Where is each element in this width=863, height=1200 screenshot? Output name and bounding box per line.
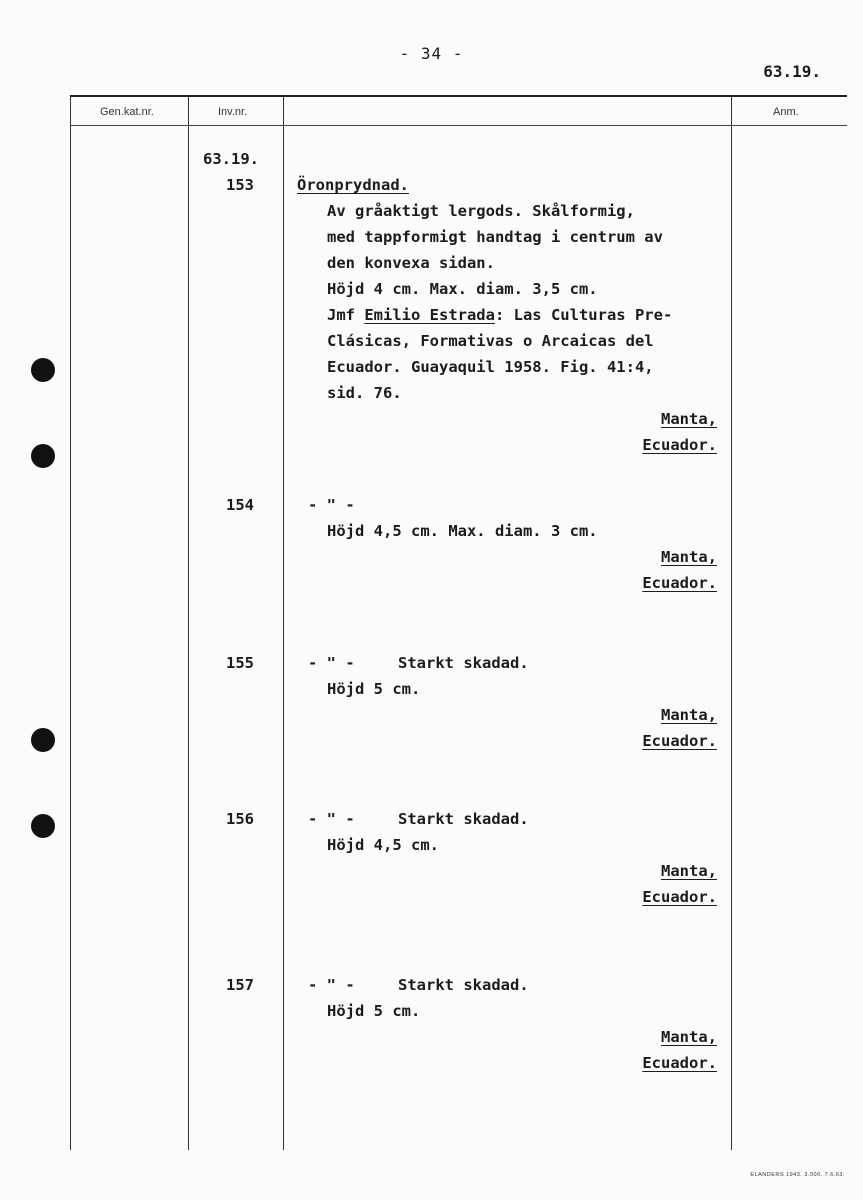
column-header-inv: Inv.nr.	[218, 106, 248, 118]
locality: Manta,	[661, 706, 717, 724]
binder-hole	[31, 728, 55, 752]
gen-kat-column-divider	[188, 96, 189, 1150]
dimensions-line: Höjd 5 cm.	[327, 680, 421, 698]
binder-hole	[31, 358, 55, 382]
entry-number: 155	[226, 654, 254, 672]
column-header-anm: Anm.	[773, 106, 799, 118]
condition-note: Starkt skadad.	[398, 810, 529, 828]
ditto-mark: - " -	[308, 976, 355, 994]
left-border	[70, 96, 71, 1150]
country: Ecuador.	[642, 1054, 717, 1072]
entry-number: 156	[226, 810, 254, 828]
locality: Manta,	[661, 1028, 717, 1046]
reference-line: sid. 76.	[327, 384, 402, 402]
country: Ecuador.	[642, 436, 717, 454]
condition-note: Starkt skadad.	[398, 654, 529, 672]
printer-imprint: ELANDERS 1943. 3.000. 7.6.63.	[750, 1172, 845, 1178]
description-line: Av gråaktigt lergods. Skålformig,	[327, 202, 635, 220]
description-line: den konvexa sidan.	[327, 254, 495, 272]
page-number: - 34 -	[399, 44, 464, 63]
locality: Manta,	[661, 548, 717, 566]
catalog-prefix: 63.19.	[203, 150, 259, 168]
ditto-mark: - " -	[308, 496, 355, 514]
entry-number: 154	[226, 496, 254, 514]
reference-line: Ecuador. Guayaquil 1958. Fig. 41:4,	[327, 358, 654, 376]
ditto-mark: - " -	[308, 810, 355, 828]
country: Ecuador.	[642, 888, 717, 906]
dimensions-line: Höjd 4,5 cm. Max. diam. 3 cm.	[327, 522, 598, 540]
locality: Manta,	[661, 862, 717, 880]
reference-line: Clásicas, Formativas o Arcaicas del	[327, 332, 654, 350]
entry-title: Öronprydnad.	[297, 176, 409, 194]
country: Ecuador.	[642, 574, 717, 592]
description-line: med tappformigt handtag i centrum av	[327, 228, 663, 246]
binder-hole	[31, 444, 55, 468]
anm-column-divider	[731, 96, 732, 1150]
inv-column-divider	[283, 96, 284, 1150]
dimensions-line: Höjd 4 cm. Max. diam. 3,5 cm.	[327, 280, 598, 298]
reference-line	[327, 302, 672, 328]
country: Ecuador.	[642, 732, 717, 750]
binder-hole	[31, 814, 55, 838]
locality: Manta,	[661, 410, 717, 428]
reference-title: : Las Culturas Pre-	[494, 306, 673, 324]
entry-number: 153	[226, 176, 254, 194]
ditto-mark: - " -	[308, 654, 355, 672]
reference-prefix: Jmf	[327, 306, 365, 324]
condition-note: Starkt skadad.	[398, 976, 529, 994]
dimensions-line: Höjd 4,5 cm.	[327, 836, 439, 854]
reference-author: Emilio Estrada	[364, 306, 495, 324]
column-header-gen-kat: Gen.kat.nr.	[100, 106, 154, 118]
entry-number: 157	[226, 976, 254, 994]
dimensions-line: Höjd 5 cm.	[327, 1002, 421, 1020]
catalog-reference: 63.19.	[763, 62, 821, 81]
